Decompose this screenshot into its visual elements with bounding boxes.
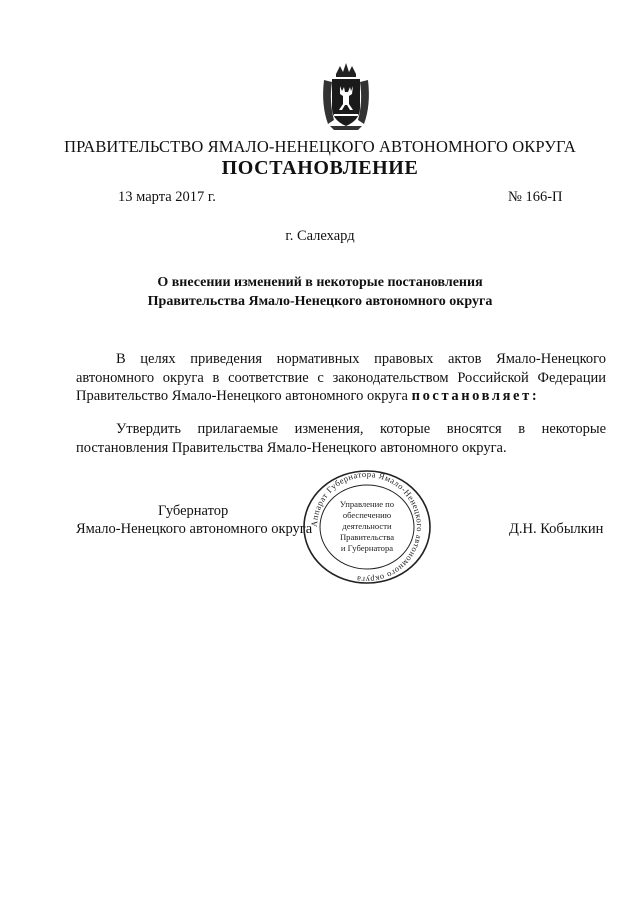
- body-paragraph-2: Утвердить прилагаемые изменения, которые вносятся в некоторые постановления Правительства Ямало-Ненецкого автономного округа.: [76, 421, 606, 456]
- signatory-name: Д.Н. Кобылкин: [509, 521, 604, 537]
- subject-line-2: Правительства Ямало-Ненецкого автономного округа: [147, 294, 493, 309]
- document-date: 13 марта 2017 г.: [118, 189, 216, 205]
- document-type-title: ПОСТАНОВЛЕНИЕ: [221, 157, 419, 179]
- subject-line-1: О внесении изменений в некоторые постановления: [157, 275, 483, 290]
- body-paragraph-1: [76, 350, 606, 406]
- stamp-line-4: Правительства: [339, 532, 395, 542]
- stamp-line-3: деятельности: [342, 521, 392, 531]
- stamp-ring-text: Аппарат Губернатора Ямало-Ненецкого автономного округа: [308, 468, 426, 586]
- official-stamp: [298, 468, 436, 586]
- resolves-keyword: постановляет:: [411, 388, 540, 404]
- stamp-line-2: обеспечению: [342, 510, 392, 520]
- government-title: ПРАВИТЕЛЬСТВО ЯМАЛО-НЕНЕЦКОГО АВТОНОМНОГО ОКРУГА: [64, 137, 576, 156]
- document-number: № 166-П: [508, 189, 563, 205]
- paragraph-1-text: В целях приведения нормативных правовых актов Ямало-Ненецкого автономного округа в соответствие с законодательством Российской Федерации Правительство Ямало-Ненецкого автономного округа: [76, 351, 606, 404]
- signatory-position-line-1: Губернатор: [158, 503, 229, 519]
- coat-of-arms-emblem: [318, 60, 374, 132]
- document-subject: [0, 273, 640, 311]
- signatory-position-line-2: Ямало-Ненецкого автономного округа: [76, 521, 313, 537]
- document-city: г. Салехард: [285, 228, 355, 244]
- stamp-line-5: и Губернатора: [340, 543, 394, 553]
- stamp-line-1: Управление по: [339, 499, 395, 509]
